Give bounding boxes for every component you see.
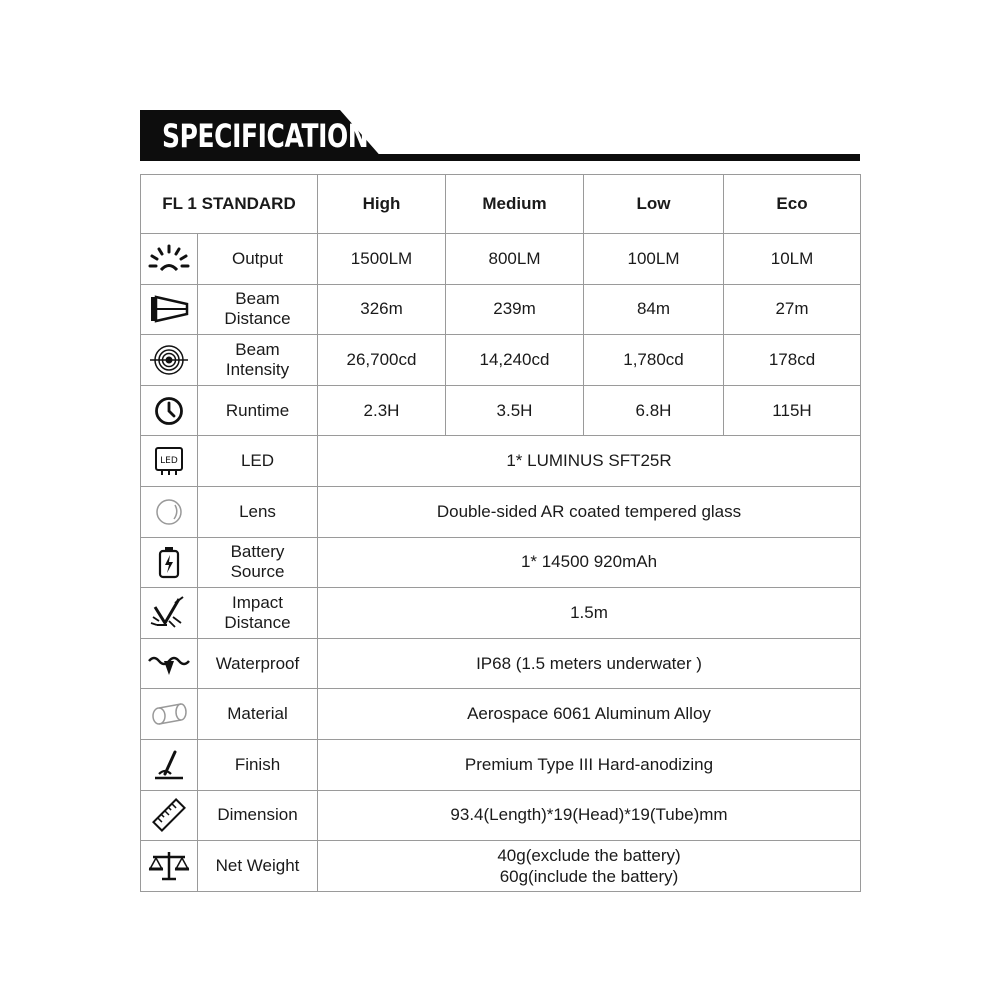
table-row xyxy=(141,638,861,689)
led-chip-icon xyxy=(141,436,198,487)
cell-value: 14,240cd xyxy=(446,335,584,386)
cell-value: 2.3H xyxy=(318,385,446,436)
cell-value: 1* LUMINUS SFT25R xyxy=(318,436,861,487)
cell-value: 800LM xyxy=(446,234,584,285)
table-header-row xyxy=(141,175,861,234)
cell-value: 26,700cd xyxy=(318,335,446,386)
table-row xyxy=(141,486,861,537)
cell-value: 40g(exclude the battery) 60g(include the battery) xyxy=(318,841,861,892)
cell-value: 1* 14500 920mAh xyxy=(318,537,861,588)
cell-value: 84m xyxy=(584,284,724,335)
target-rings-icon xyxy=(141,335,198,386)
cell-value: 100LM xyxy=(584,234,724,285)
row-label: Impact Distance xyxy=(198,588,318,639)
row-label: Battery Source xyxy=(198,537,318,588)
mode-low: Low xyxy=(584,175,724,234)
cell-value: Double-sided AR coated tempered glass xyxy=(318,486,861,537)
scale-icon xyxy=(141,841,198,892)
cell-value: 1.5m xyxy=(318,588,861,639)
cell-value: 115H xyxy=(724,385,861,436)
cell-value: 93.4(Length)*19(Head)*19(Tube)mm xyxy=(318,790,861,841)
battery-icon xyxy=(141,537,198,588)
row-label: Lens xyxy=(198,486,318,537)
row-label: Beam Distance xyxy=(198,284,318,335)
mode-eco: Eco xyxy=(724,175,861,234)
cell-value: 1,780cd xyxy=(584,335,724,386)
impact-icon xyxy=(141,588,198,639)
cell-value: 326m xyxy=(318,284,446,335)
spec-banner xyxy=(140,110,860,162)
table-row xyxy=(141,739,861,790)
table-row xyxy=(141,284,861,335)
finish-icon xyxy=(141,739,198,790)
waterproof-icon xyxy=(141,638,198,689)
table-row xyxy=(141,537,861,588)
mode-medium: Medium xyxy=(446,175,584,234)
cell-value: Aerospace 6061 Aluminum Alloy xyxy=(318,689,861,740)
svg-text:LED: LED xyxy=(160,456,178,467)
spec-table xyxy=(140,174,861,892)
banner-title: SPECIFICATION xyxy=(162,117,369,155)
table-row xyxy=(141,689,861,740)
cell-value: 178cd xyxy=(724,335,861,386)
cell-value: IP68 (1.5 meters underwater ) xyxy=(318,638,861,689)
lens-icon xyxy=(141,486,198,537)
table-row xyxy=(141,234,861,285)
cell-value: 6.8H xyxy=(584,385,724,436)
row-label: Dimension xyxy=(198,790,318,841)
row-label: Finish xyxy=(198,739,318,790)
cell-value: 27m xyxy=(724,284,861,335)
mode-high: High xyxy=(318,175,446,234)
cell-value: 3.5H xyxy=(446,385,584,436)
cell-value: 10LM xyxy=(724,234,861,285)
table-row xyxy=(141,588,861,639)
row-label: Waterproof xyxy=(198,638,318,689)
model-name: FL 1 STANDARD xyxy=(141,175,318,234)
tube-icon xyxy=(141,689,198,740)
table-row xyxy=(141,335,861,386)
row-label: Material xyxy=(198,689,318,740)
beam-icon xyxy=(141,284,198,335)
light-burst-icon xyxy=(141,234,198,285)
row-label: Output xyxy=(198,234,318,285)
cell-value: 239m xyxy=(446,284,584,335)
clock-icon xyxy=(141,385,198,436)
row-label: Net Weight xyxy=(198,841,318,892)
cell-value: 1500LM xyxy=(318,234,446,285)
ruler-icon xyxy=(141,790,198,841)
table-row xyxy=(141,790,861,841)
table-row xyxy=(141,385,861,436)
table-row xyxy=(141,841,861,892)
row-label: Beam Intensity xyxy=(198,335,318,386)
row-label: Runtime xyxy=(198,385,318,436)
table-row xyxy=(141,436,861,487)
row-label: LED xyxy=(198,436,318,487)
cell-value: Premium Type III Hard-anodizing xyxy=(318,739,861,790)
